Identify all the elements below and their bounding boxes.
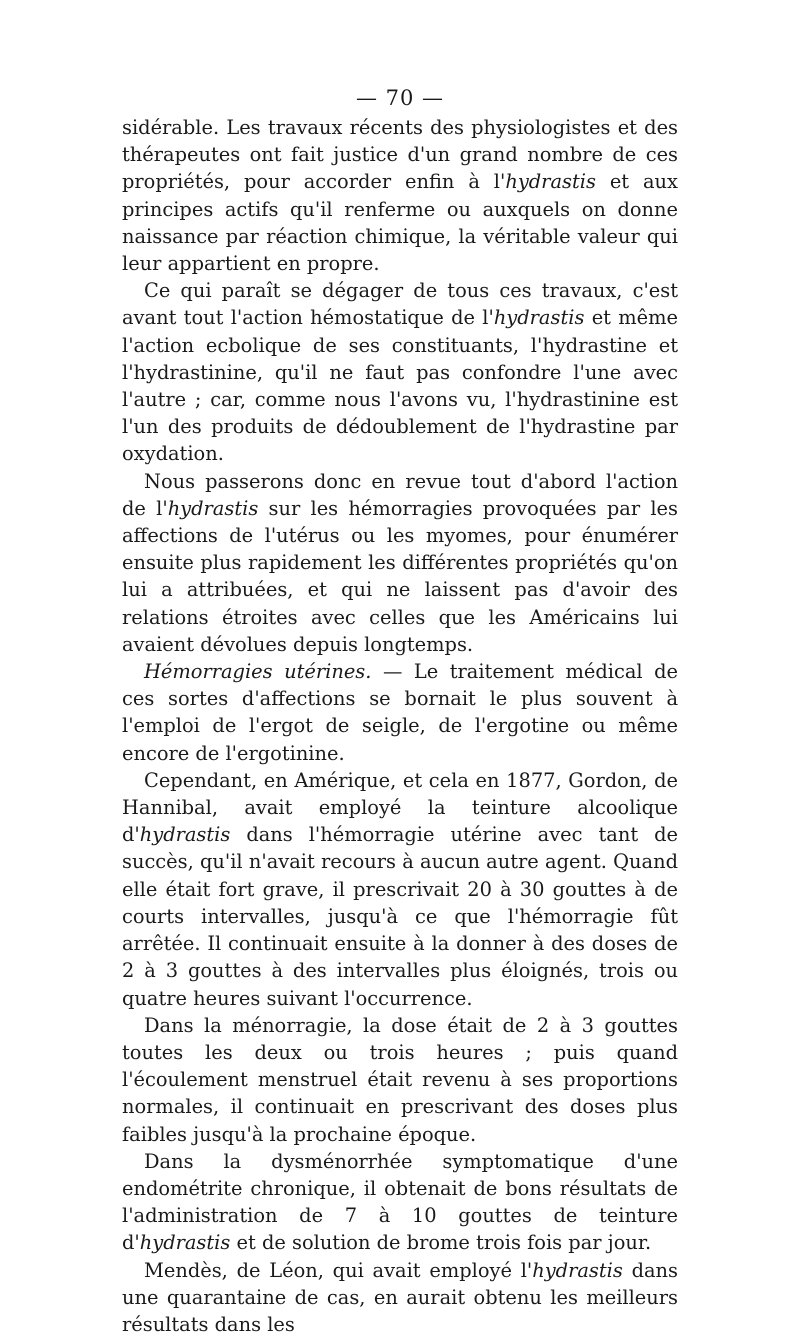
paragraph [122, 1148, 678, 1257]
text-run: et de solution de brome trois fois par jour. [230, 1231, 652, 1255]
text-run: Mendès, de Léon, qui avait employé l' [144, 1258, 533, 1282]
italic-text: hydrastis [532, 1258, 623, 1282]
text-run: Nous passerons donc en revue tout d'abord l'action de l' [122, 469, 678, 520]
text-run: sidérable. Les travaux récents des physiologistes et des thérapeutes ont fait justice d'un grand nombre de ces propriétés, pour accorder enfin à l' [122, 116, 678, 194]
text-run: Dans la dysménorrhée symptomatique d'une endométrite chronique, il obtenait de bons résultats de l'administration de 7 à 10 gouttes de teinture d' [122, 1149, 678, 1255]
paragraph [122, 1012, 678, 1148]
paragraph [122, 277, 678, 467]
paragraph [122, 468, 678, 658]
text-run: Dans la ménorragie, la dose était de 2 à 3 gouttes toutes les deux ou trois heures ; puis quand l'écoulement menstruel était revenu à ses proportions normales, il continuait en prescrivant des doses plus faibles jusqu'à la prochaine époque. [122, 1013, 678, 1146]
paragraph [122, 114, 678, 277]
italic-text: hydrastis [139, 1231, 231, 1255]
text-run: et aux principes actifs qu'il renferme ou auxquels on donne naissance par réaction chimique, la véritable valeur qui leur appartient en propre. [122, 170, 678, 276]
paragraph [122, 1257, 678, 1338]
text-run: Ce qui paraît se dégager de tous ces travaux, c'est avant tout l'action hémostatique de l' [122, 279, 678, 330]
text-run: et même l'action ecbolique de ses constituants, l'hydrastine et l'hydrastinine, qu'il ne faut pas confondre l'une avec l'autre ; car, comme nous l'avons vu, l'hydrastinine est l'un des produits de dédoublement de l'hydrastine par oxydation. [122, 306, 678, 466]
body-text [122, 114, 678, 1338]
text-run: dans une quarantaine de cas, en aurait obtenu les meilleurs résultats dans les [122, 1258, 679, 1336]
paragraph [122, 658, 678, 767]
text-run: — Le traitement médical de ces sortes d'affections se bornait le plus souvent à l'emploi de l'ergot de seigle, de l'ergotine ou même encore de l'ergotinine. [122, 660, 678, 765]
paragraph [122, 767, 678, 1012]
italic-text: hydrastis [493, 306, 585, 330]
italic-text: Hémorragies utérines. [144, 660, 372, 684]
italic-text: hydrastis [505, 170, 596, 194]
text-run: Cependant, en Amérique, et cela en 1877, Gordon, de Hannibal, avait employé la teinture alcoolique d' [122, 768, 678, 847]
italic-text: hydrastis [167, 496, 259, 520]
text-run: dans l'hémorragie utérine avec tant de succès, qu'il n'avait recours à aucun autre agent. Quand elle était fort grave, il prescrivait 20 à 30 gouttes à de courts intervalles, jusqu'à ce que l'hémorragie fût arrêtée. Il continuait ensuite à la donner à des doses de 2 à 3 gouttes à des intervalles plus éloignés, trois ou quatre heures suivant l'occurrence. [122, 823, 678, 1010]
text-run: sur les hémorragies provoquées par les affections de l'utérus ou les myomes, pour énumérer ensuite plus rapidement les différentes propriétés qu'on lui a attribuées, et qui ne laissent pas d'avoir des relations étroites avec celles que les Américains lui avaient dévolues depuis longtemps. [122, 496, 678, 656]
italic-text: hydrastis [139, 823, 231, 847]
page-number: — 70 — [355, 86, 445, 110]
